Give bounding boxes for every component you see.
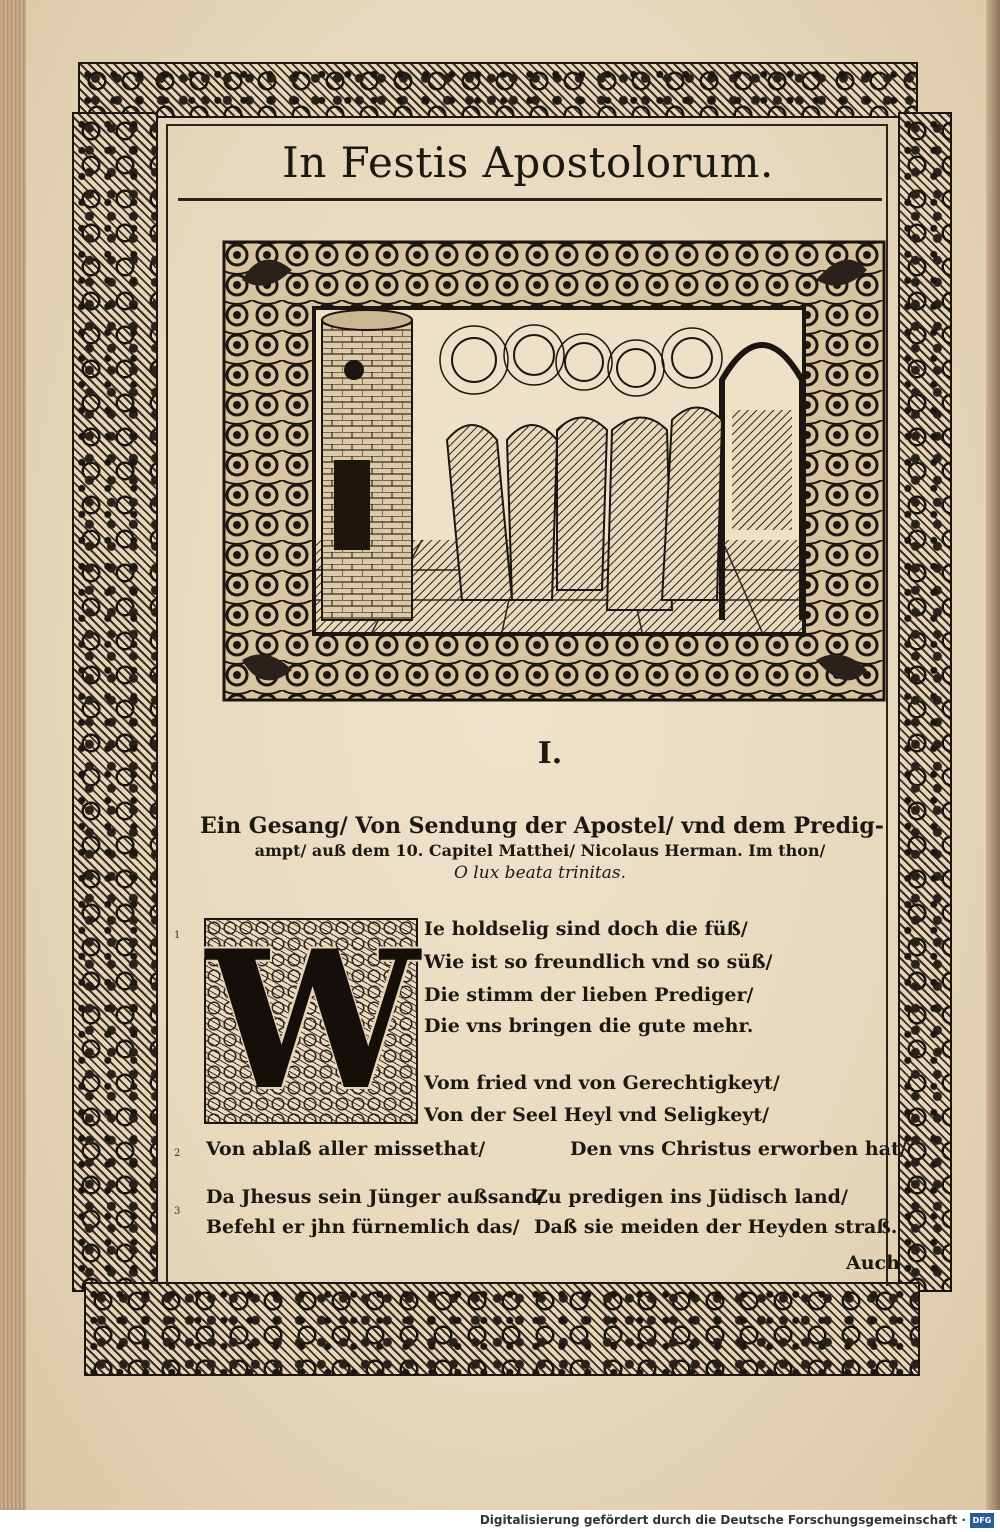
verse-line: Befehl er jhn fürnemlich das/ (206, 1216, 520, 1238)
verse-line: Da Jhesus sein Jünger außsand/ (206, 1186, 545, 1208)
heading-line-1: Ein Gesang/ Von Sendung der Apostel/ vnd dem Predig- (200, 813, 884, 839)
footer-bar (0, 1510, 1000, 1532)
verse-line: Ie holdselig sind doch die füß/ (424, 918, 748, 940)
heading-line-3: O lux beata trinitas. (453, 863, 627, 883)
heading-line-2: ampt/ auß dem 10. Capitel Matthei/ Nicolaus Herman. Im thon/ (254, 841, 826, 860)
verse-line: Die stimm der lieben Prediger/ (424, 984, 754, 1006)
ornament-border-right (898, 112, 952, 1292)
book-edge-left (0, 0, 26, 1510)
margin-number: 1 (174, 930, 181, 941)
verse-line: Von der Seel Heyl vnd Seligkeyt/ (424, 1104, 770, 1126)
chapter-number: I. (537, 736, 563, 771)
footer-credit: Digitalisierung gefördert durch die Deutsche Forschungsgemeinschaft · (479, 1513, 966, 1527)
song-heading (200, 812, 884, 884)
margin-number: 2 (174, 1148, 181, 1159)
verse-line: Zu predigen ins Jüdisch land/ (534, 1186, 848, 1208)
verse-line: Von ablaß aller missethat/ (206, 1138, 486, 1160)
ornament-border-left (72, 112, 158, 1292)
page-title: In Festis Apostolorum. (282, 138, 774, 187)
apostles-woodcut-icon (222, 240, 886, 702)
verse-line: Wie ist so freundlich vnd so süß/ (424, 951, 773, 973)
verse-line: Daß sie meiden der Heyden straß. (534, 1216, 898, 1238)
initial-letter: W (206, 909, 420, 1132)
book-edge-right (986, 0, 1000, 1510)
title-rule (178, 198, 882, 201)
dfg-logo-icon: DFG (970, 1513, 994, 1528)
ornament-border-top (78, 62, 918, 118)
ornament-border-bottom (84, 1282, 920, 1376)
verse-line: Vom fried vnd von Gerechtigkeyt/ (424, 1072, 780, 1094)
woodcut-illustration (222, 240, 886, 702)
verse-line: Den vns Christus erworben hat/ (570, 1138, 907, 1160)
catchword: Auch (846, 1252, 900, 1274)
ornamental-initial-icon (204, 909, 420, 1132)
margin-number: 3 (174, 1206, 181, 1217)
verse-line: Die vns bringen die gute mehr. (424, 1015, 754, 1037)
